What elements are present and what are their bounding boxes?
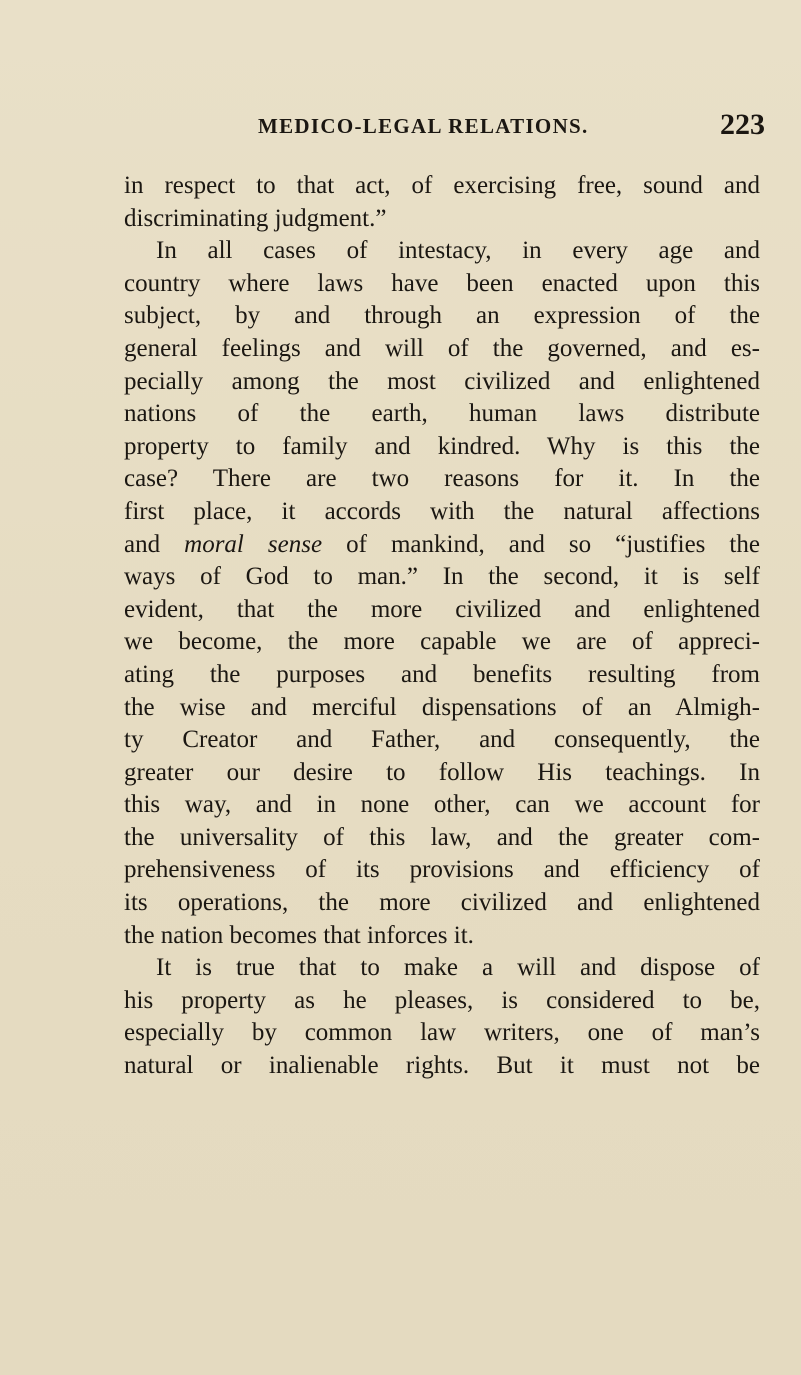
- text-line: its operations, the more civilized and enlightened: [124, 889, 760, 917]
- text-line: his property as he pleases, is considered to be,: [124, 986, 760, 1014]
- running-head: [0, 108, 801, 142]
- text-line: case? There are two reasons for it. In the: [124, 465, 760, 493]
- text-line: this way, and in none other, can we account for: [124, 791, 760, 819]
- text-line: In all cases of intestacy, in every age and: [156, 237, 760, 265]
- italic-phrase: moral sense: [184, 530, 323, 558]
- text-line: pecially among the most civilized and enlightened: [124, 367, 760, 395]
- text-line: in respect to that act, of exercising free, sound and: [124, 172, 760, 199]
- text-line-end: of mankind, and so “justifies the: [322, 530, 760, 558]
- text-line: ways of God to man.” In the second, it is self: [124, 563, 760, 591]
- text-line-start: and: [124, 530, 185, 558]
- text-line: ating the purposes and benefits resulting from: [124, 660, 760, 688]
- text-line: especially by common law writers, one of man’s: [124, 1019, 760, 1047]
- text-line-with-italic: [124, 529, 760, 562]
- text-line: discriminating judgment.”: [124, 204, 387, 232]
- page-number: 223: [720, 108, 765, 141]
- text-line: prehensiveness of its provisions and efficiency of: [124, 856, 760, 884]
- text-line: nations of the earth, human laws distribute: [124, 400, 760, 428]
- body-text: [124, 170, 760, 1083]
- text-line: the wise and merciful dispensations of an Almigh-: [124, 693, 760, 721]
- text-line: greater our desire to follow His teachings. In: [124, 758, 760, 786]
- text-line: first place, it accords with the natural affections: [124, 497, 760, 525]
- text-line: natural or inalienable rights. But it must not be: [124, 1052, 760, 1080]
- text-line: we become, the more capable we are of appreci-: [124, 628, 760, 656]
- text-line: evident, that the more civilized and enlightened: [124, 595, 760, 623]
- text-line: the universality of this law, and the greater com-: [124, 823, 760, 851]
- text-line: the nation becomes that inforces it.: [124, 921, 474, 949]
- text-line: subject, by and through an expression of the: [124, 302, 760, 330]
- running-title: MEDICO-LEGAL RELATIONS.: [258, 114, 589, 138]
- text-line: ty Creator and Father, and consequently, the: [124, 726, 760, 754]
- text-line: It is true that to make a will and dispose of: [156, 954, 760, 982]
- text-line: country where laws have been enacted upon this: [124, 269, 760, 297]
- text-line: general feelings and will of the governed, and es-: [124, 334, 760, 362]
- text-line: property to family and kindred. Why is this the: [124, 432, 760, 460]
